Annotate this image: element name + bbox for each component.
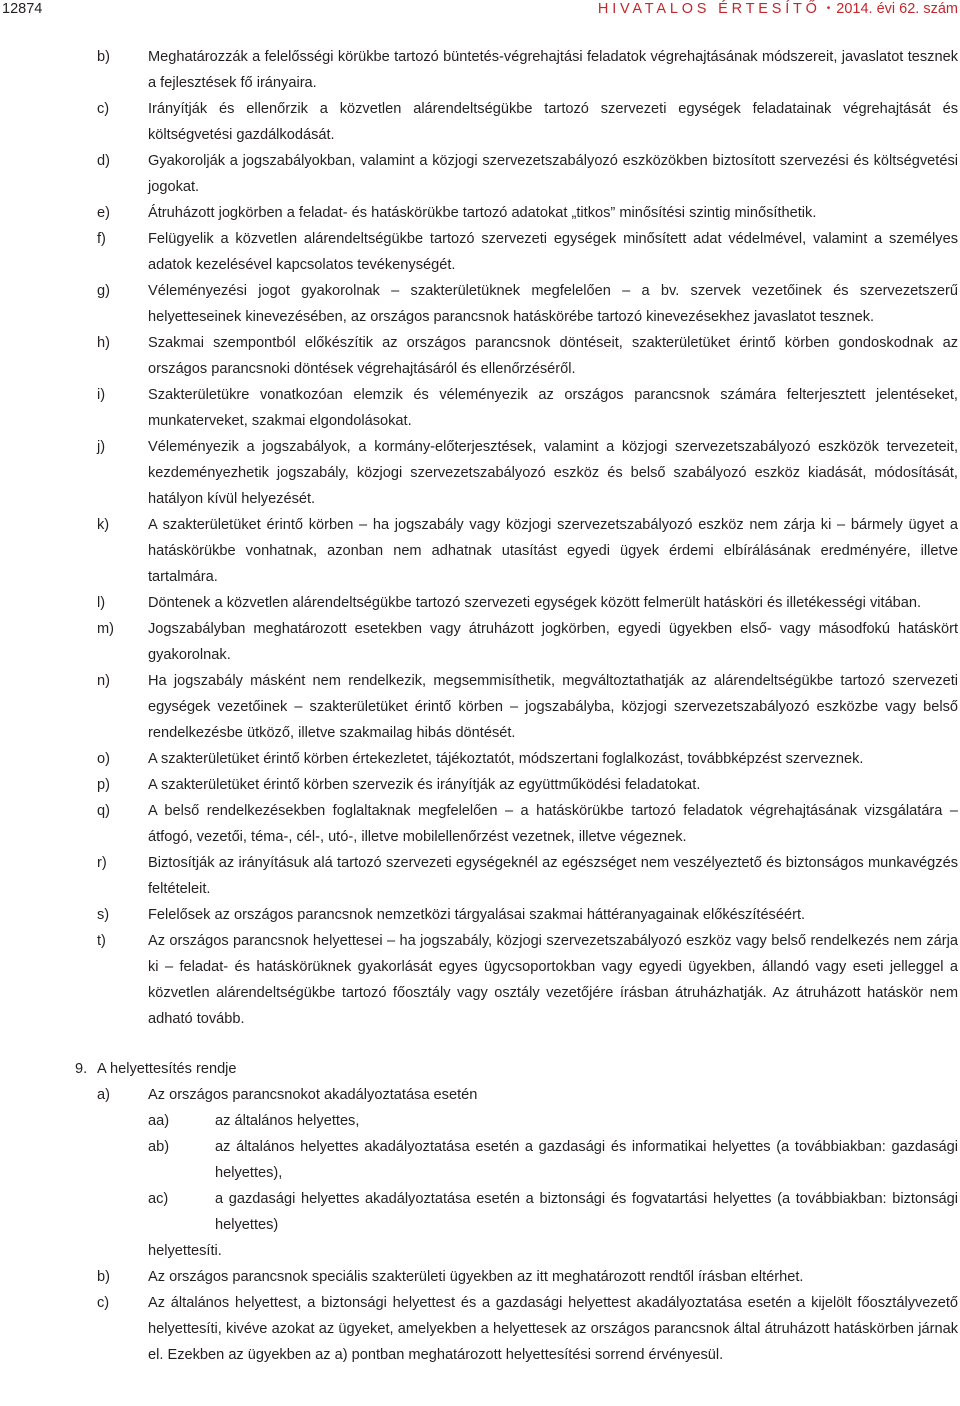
- item-text: Meghatározzák a felelősségi körükbe tartozó büntetés-végrehajtási feladatok végrehajtásának módszereit, javaslatot tesznek a fejlesztések fő irányaira.: [148, 49, 958, 91]
- item-label: b): [97, 1269, 110, 1285]
- list-item: [0, 928, 960, 1032]
- document-body: [0, 44, 960, 1368]
- substitution-order-list: [0, 1108, 960, 1238]
- item-text: Gyakorolják a jogszabályokban, valamint a közjogi szervezetszabályozó eszközökben biztosított szervezési és költségvetési jogokat.: [148, 153, 958, 195]
- item-closing-text: helyettesíti.: [148, 1243, 222, 1259]
- item-text: a gazdasági helyettes akadályoztatása esetén a biztonsági és fogvatartási helyettes (a továbbiakban: biztonsági helyettes): [215, 1191, 958, 1233]
- item-text: Az országos parancsnok speciális szakterületi ügyekben az itt meghatározott rendtől írásban eltérhet.: [148, 1269, 804, 1285]
- issue-label: 2014. évi 62. szám: [836, 1, 958, 17]
- page-header: [0, 0, 960, 18]
- section-title: A helyettesítés rendje: [97, 1061, 237, 1077]
- list-item: [0, 850, 960, 902]
- page-number: 12874: [2, 1, 43, 17]
- list-item: [0, 902, 960, 928]
- item-label: i): [97, 387, 106, 403]
- list-item: [0, 44, 960, 96]
- item-label: s): [97, 907, 110, 923]
- item-label: ac): [148, 1191, 169, 1207]
- item-label: r): [97, 855, 107, 871]
- list-item: [0, 96, 960, 148]
- item-text: Átruházott jogkörben a feladat- és hatáskörükbe tartozó adatokat „titkos” minősítési szintig minősíthetik.: [148, 205, 817, 221]
- list-item: [0, 330, 960, 382]
- item-label: g): [97, 283, 110, 299]
- item-text: Irányítják és ellenőrzik a közvetlen alárendeltségükbe tartozó szervezeti egységek feladatainak végrehajtását és költségvetési gazdálkodását.: [148, 101, 958, 143]
- bullet-separator: •: [826, 3, 831, 14]
- list-item: [0, 1290, 960, 1368]
- item-label: t): [97, 933, 106, 949]
- list-item: [0, 382, 960, 434]
- section-number: 9.: [75, 1061, 88, 1077]
- list-item: [0, 512, 960, 590]
- item-label: h): [97, 335, 110, 351]
- item-text: Jogszabályban meghatározott esetekben vagy átruházott jogkörben, egyedi ügyekben első- vagy másodfokú hatáskört gyakorolnak.: [148, 621, 958, 663]
- item-label: aa): [148, 1113, 170, 1129]
- duties-list: [0, 44, 960, 1032]
- list-item: [0, 1082, 960, 1108]
- journal-title: HIVATALOS ÉRTESÍTŐ: [597, 1, 821, 17]
- item-text: A belső rendelkezésekben foglaltaknak megfelelően – a hatáskörükbe tartozó feladatok végrehajtásának vizsgálatára – átfogó, vezetői, téma-, cél-, utó-, illetve mobilellenőrzést vezetnek, illetve végeznek.: [148, 803, 958, 845]
- item-label: d): [97, 153, 110, 169]
- list-item: [0, 1264, 960, 1290]
- list-item: [0, 200, 960, 226]
- item-text: az általános helyettes,: [215, 1113, 360, 1129]
- item-label: c): [97, 1295, 110, 1311]
- list-item: [0, 226, 960, 278]
- list-item: [0, 798, 960, 850]
- item-label: ab): [148, 1139, 170, 1155]
- item-text: Az általános helyettest, a biztonsági helyettest és a gazdasági helyettest akadályoztatása esetén a kijelölt főosztályvezető helyettesíti, kivéve azokat az ügyeket, amelyekben a helyettesek az országos parancsnok által átruházott hatáskörben járnak el. Ezekben az ügyekben az a) pontban meghatározott helyettesítési sorrend érvényesül.: [148, 1295, 958, 1363]
- item-label: o): [97, 751, 110, 767]
- sub-item: [0, 1108, 960, 1134]
- item-label: n): [97, 673, 110, 689]
- item-text: Az országos parancsnokot akadályoztatása esetén: [148, 1087, 478, 1103]
- item-label: a): [97, 1087, 110, 1103]
- item-label: l): [97, 595, 106, 611]
- section-list: [0, 1264, 960, 1368]
- item-label: p): [97, 777, 110, 793]
- item-label: e): [97, 205, 110, 221]
- item-text: Ha jogszabály másként nem rendelkezik, megsemmisíthetik, megváltoztathatják az alárendeltségükbe tartozó szervezeti egységek vezetőinek – szakterületüket érintő körben – jogszabályba, közjogi szervezetszabályozó eszközbe vagy belső rendelkezésbe ütköző, illetve szakmailag hibás döntését.: [148, 673, 958, 741]
- item-text: A szakterületüket érintő körben szervezik és irányítják az együttműködési feladatokat.: [148, 777, 701, 793]
- item-text: Véleményezik a jogszabályok, a kormány-előterjesztések, valamint a közjogi szervezetszabályozó eszközök tervezeteit, kezdeményezhetik jogszabály, közjogi szervezetszabályozó eszköz és belső szabályozó eszköz kiadását, módosítását, hatályon kívül helyezését.: [148, 439, 958, 507]
- item-text: Az országos parancsnok helyettesei – ha jogszabály, közjogi szervezetszabályozó eszköz vagy belső rendelkezés nem zárja ki – feladat- és hatáskörüknek gyakorlását egyes ügycsoportokban vagy egyedi ügyekben, állandó vagy eseti jelleggel a közvetlen alárendeltségükbe tartozó főosztály vagy osztály vezetőjére írásban átruházhatják. Az átruházott hatáskör nem adható tovább.: [148, 933, 958, 1027]
- sub-item: [0, 1134, 960, 1186]
- item-label: f): [97, 231, 106, 247]
- item-label: k): [97, 517, 110, 533]
- item-text: Felügyelik a közvetlen alárendeltségükbe tartozó szervezeti egységek minősített adat védelmével, valamint a személyes adatok kezelésével kapcsolatos tevékenységét.: [148, 231, 958, 273]
- item-label: j): [97, 439, 106, 455]
- list-item: [0, 434, 960, 512]
- list-item: [0, 590, 960, 616]
- item-text: az általános helyettes akadályoztatása esetén a gazdasági és informatikai helyettes (a továbbiakban: gazdasági helyettes),: [215, 1139, 958, 1181]
- item-text: Szakterületükre vonatkozóan elemzik és véleményezik az országos parancsnok számára felterjesztett jelentéseket, munkaterveket, szakmai elgondolásokat.: [148, 387, 958, 429]
- item-text: A szakterületüket érintő körben értekezletet, tájékoztatót, módszertani foglalkozást, továbbképzést szerveznek.: [148, 751, 864, 767]
- item-text: Felelősek az országos parancsnok nemzetközi tárgyalásai szakmai háttéranyagainak előkészítéséért.: [148, 907, 806, 923]
- item-label: c): [97, 101, 110, 117]
- item-text: A szakterületüket érintő körben – ha jogszabály vagy közjogi szervezetszabályozó eszköz nem zárja ki – bármely ügyet a hatáskörükbe vonhatnak, azonban nem adhatnak utasítást egyedi ügyek érdemi elbírálásának eredményére, illetve tartalmára.: [148, 517, 958, 585]
- sub-item: [0, 1186, 960, 1238]
- list-item: [0, 148, 960, 200]
- journal-masthead: [598, 0, 958, 20]
- list-item: [0, 772, 960, 798]
- list-item: [0, 616, 960, 668]
- item-text: Véleményezési jogot gyakorolnak – szakterületüknek megfelelően – a bv. szervek vezetőinek és szervezetszerű helyetteseinek kinevezésében, az országos parancsnok hatáskörébe tartozó kinevezésekhez javaslatot tesznek.: [148, 283, 958, 325]
- item-label: q): [97, 803, 110, 819]
- list-item: [0, 278, 960, 330]
- item-label: m): [97, 621, 115, 637]
- item-text: Biztosítják az irányításuk alá tartozó szervezeti egységeknél az egészséget nem veszélyeztető és biztonságos munkavégzés feltételeit.: [148, 855, 958, 897]
- item-label: b): [97, 49, 110, 65]
- list-item: [0, 668, 960, 746]
- list-item: [0, 746, 960, 772]
- item-text: Döntenek a közvetlen alárendeltségükbe tartozó szervezeti egységek között felmerült hatásköri és illetékességi vitában.: [148, 595, 922, 611]
- section-heading: [0, 1056, 960, 1082]
- item-text: Szakmai szempontból előkészítik az országos parancsnok döntéseit, szakterületüket érintő körben gondoskodnak az országos parancsnoki döntések végrehajtásáról és ellenőrzéséről.: [148, 335, 958, 377]
